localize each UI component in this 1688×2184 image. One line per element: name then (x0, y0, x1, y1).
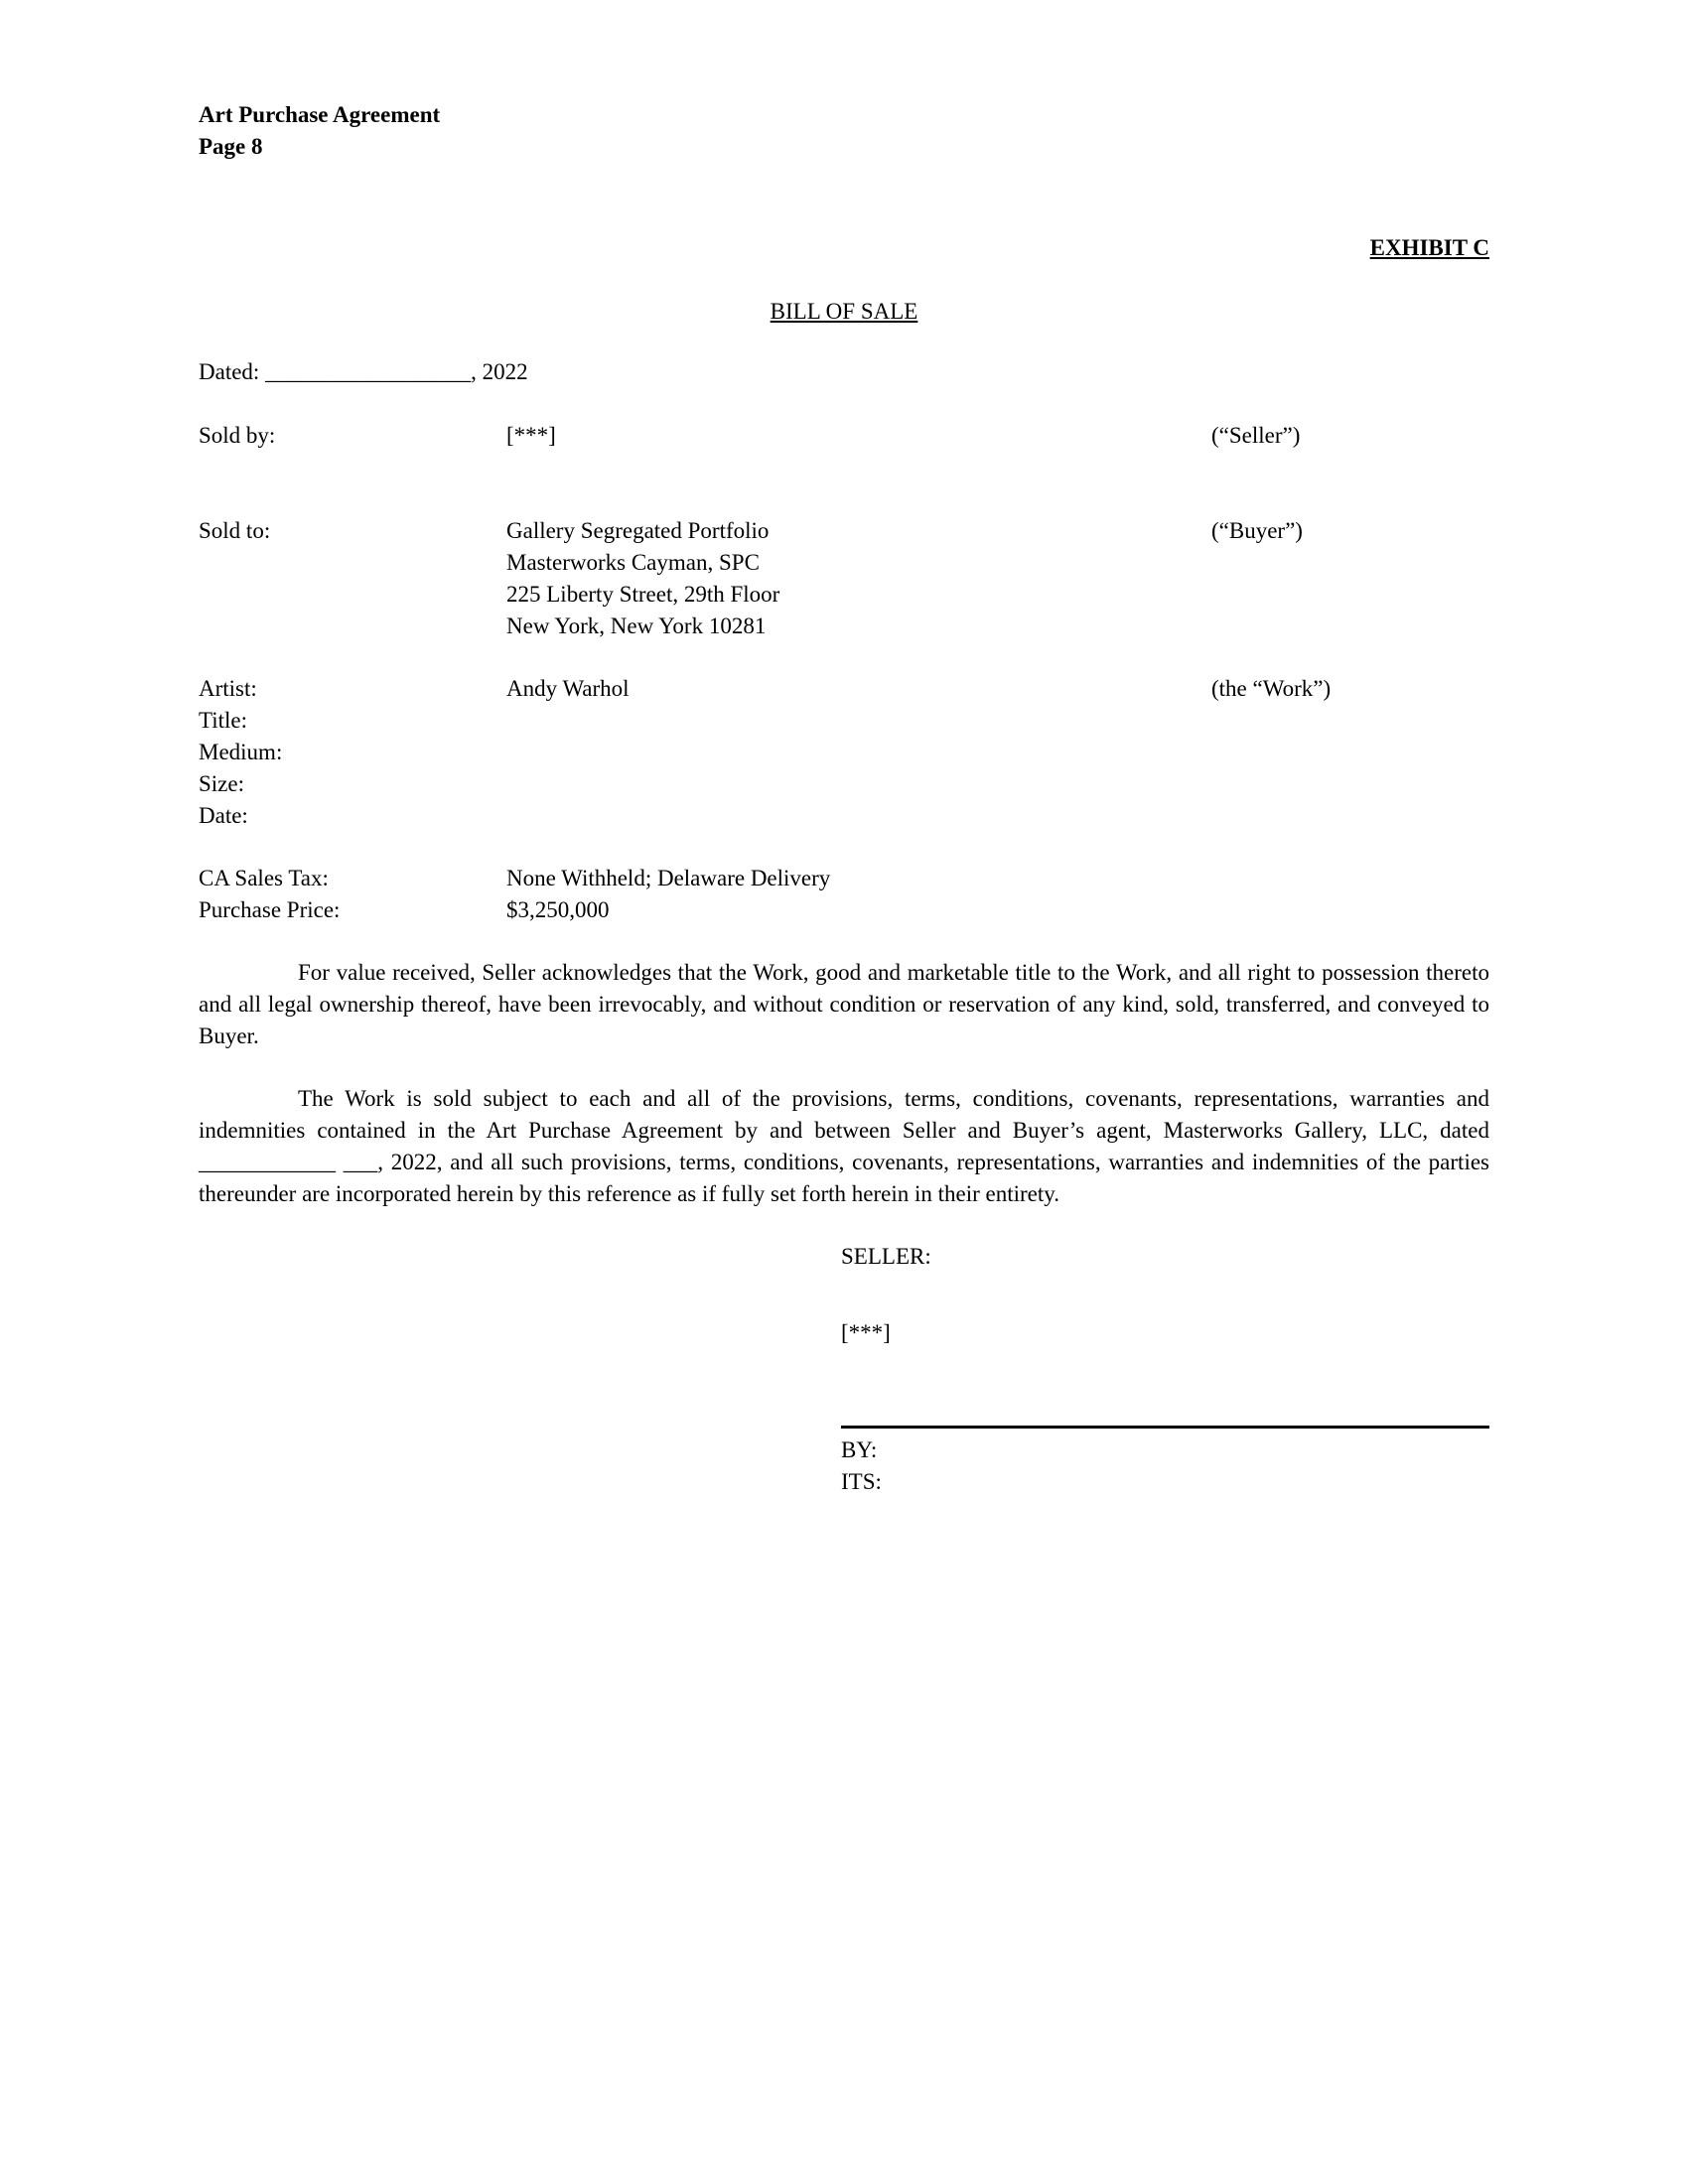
title-row (199, 705, 1489, 737)
work-note: (the “Work”) (1211, 676, 1332, 701)
size-label: Size: (199, 771, 244, 796)
exhibit-line (199, 232, 1489, 264)
sold-to-address (506, 515, 1211, 642)
sold-to-label: Sold to: (199, 518, 271, 543)
by-label: BY: (841, 1437, 878, 1462)
page-number: Page 8 (199, 134, 263, 159)
artist-value: Andy Warhol (506, 676, 630, 701)
seller-note: (“Seller”) (1211, 423, 1301, 448)
its-label: ITS: (841, 1469, 882, 1494)
title-label: Title: (199, 708, 248, 733)
purchase-price-value: $3,250,000 (506, 897, 610, 922)
dated-year: , 2022 (471, 359, 528, 384)
sold-by-value: [***] (506, 423, 556, 448)
agreement-title: Art Purchase Agreement (199, 102, 441, 127)
dated-line (199, 356, 1489, 388)
size-row (199, 768, 1489, 800)
buyer-note: (“Buyer”) (1211, 518, 1303, 543)
sales-tax-value: None Withheld; Delaware Delivery (506, 866, 831, 890)
purchase-price-label: Purchase Price: (199, 897, 341, 922)
purchase-price-row (199, 894, 1489, 926)
sold-by-label: Sold by: (199, 423, 276, 448)
seller-heading: SELLER: (841, 1244, 931, 1269)
sales-tax-label: CA Sales Tax: (199, 866, 329, 890)
sold-to-row (199, 515, 1489, 642)
seller-name-placeholder: [***] (841, 1320, 891, 1345)
exhibit-label: EXHIBIT C (1369, 235, 1489, 260)
page-content (199, 99, 1489, 1498)
address-line: 225 Liberty Street, 29th Floor (506, 582, 780, 607)
dated-blank: __________________ (265, 359, 472, 384)
paragraph-work-sold-subject: The Work is sold subject to each and all of the provisions, terms, conditions, covenants, representations, warranties and indemnities contained in the Art Purchase Agreement by and between Seller and Buyer’s agent, Masterworks Gallery, LLC, dated ____________ ___, 2022, and all such provisions, terms, conditions, covenants, representations, warranties and indemnities of the parties thereunder are incorporated herein by this reference as if fully set forth herein in their entirety. (199, 1086, 1489, 1206)
address-line: Masterworks Cayman, SPC (506, 550, 760, 575)
date-label: Date: (199, 803, 248, 828)
address-line: Gallery Segregated Portfolio (506, 518, 770, 543)
medium-row (199, 737, 1489, 768)
artist-row (199, 673, 1489, 705)
work-block (199, 673, 1489, 832)
sold-by-row (199, 420, 1489, 452)
address-line: New York, New York 10281 (506, 614, 767, 638)
doc-header (199, 99, 1489, 163)
dated-label: Dated: (199, 359, 260, 384)
artist-label: Artist: (199, 676, 257, 701)
signature-line (841, 1426, 1489, 1429)
signature-block (841, 1241, 1489, 1498)
bill-of-sale-title: BILL OF SALE (770, 299, 918, 324)
sales-tax-row (199, 863, 1489, 894)
date-row (199, 800, 1489, 832)
medium-label: Medium: (199, 740, 283, 764)
tax-price-block (199, 863, 1489, 926)
paragraph-value-received: For value received, Seller acknowledges that the Work, good and marketable title to the Work, and all right to possession thereto and all legal ownership thereof, have been irrevocably, and without condition or reservation of any kind, sold, transferred, and conveyed to Buyer. (199, 960, 1489, 1048)
bill-title-line (199, 296, 1489, 328)
